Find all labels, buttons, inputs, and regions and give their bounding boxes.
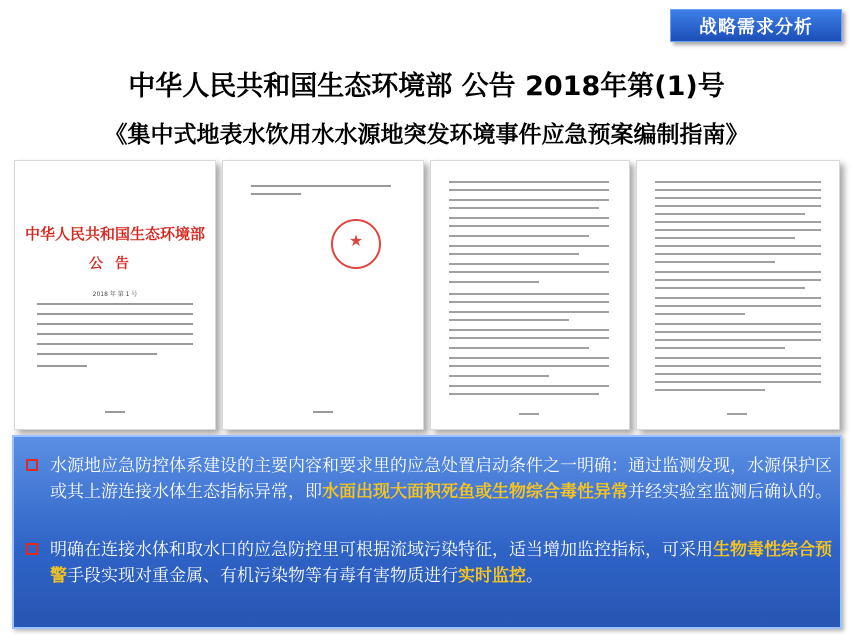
bullet-text-end: 。 bbox=[526, 566, 543, 586]
bullet-highlight: 水面出现大面积死鱼或生物综合毒性异常 bbox=[322, 482, 628, 502]
bullet-text: 明确在连接水体和取水口的应急防控里可根据流域污染特征，适当增加监控指标，可采用 bbox=[50, 540, 713, 560]
document-text-lines bbox=[431, 161, 629, 429]
page-title: 中华人民共和国生态环境部 公告 2018年第(1)号 bbox=[128, 71, 725, 102]
bullet-highlight-2: 实时监控 bbox=[458, 566, 526, 586]
document-text-lines bbox=[637, 161, 839, 429]
document-page-4[interactable] bbox=[636, 160, 840, 430]
document-header: 中华人民共和国生态环境部 bbox=[24, 225, 205, 243]
square-bullet-icon bbox=[26, 543, 38, 555]
bullet-item bbox=[24, 537, 832, 589]
document-page-3[interactable] bbox=[430, 160, 630, 430]
document-text-lines bbox=[223, 161, 423, 429]
official-seal-icon bbox=[331, 219, 381, 269]
bullet-item bbox=[24, 453, 832, 505]
bullet-text-end: 并经实验室监测后确认的。 bbox=[628, 482, 832, 502]
bullet-text-middle: 手段实现对重金属、有机污染物等有毒有害物质进行 bbox=[67, 566, 458, 586]
document-number: 2018 年 第 1 号 bbox=[92, 291, 138, 298]
bullet-highlight: 生物毒性综合预警 bbox=[50, 540, 832, 586]
page-subtitle: 《集中式地表水饮用水水源地突发环境事件应急预案编制指南》 bbox=[104, 122, 749, 148]
document-notice: 公告 bbox=[89, 256, 141, 272]
bullet-text: 水源地应急防控体系建设的主要内容和要求里的应急处置启动条件之一明确：通过监测发现，水源保护区或其上游连接水体生态指标异常，即 bbox=[50, 456, 832, 502]
document-text-lines bbox=[15, 161, 215, 429]
section-badge: 战略需求分析 bbox=[670, 9, 842, 42]
requirements-box bbox=[12, 435, 842, 629]
square-bullet-icon bbox=[26, 459, 38, 471]
document-page-2[interactable] bbox=[222, 160, 424, 430]
document-page-1[interactable] bbox=[14, 160, 216, 430]
